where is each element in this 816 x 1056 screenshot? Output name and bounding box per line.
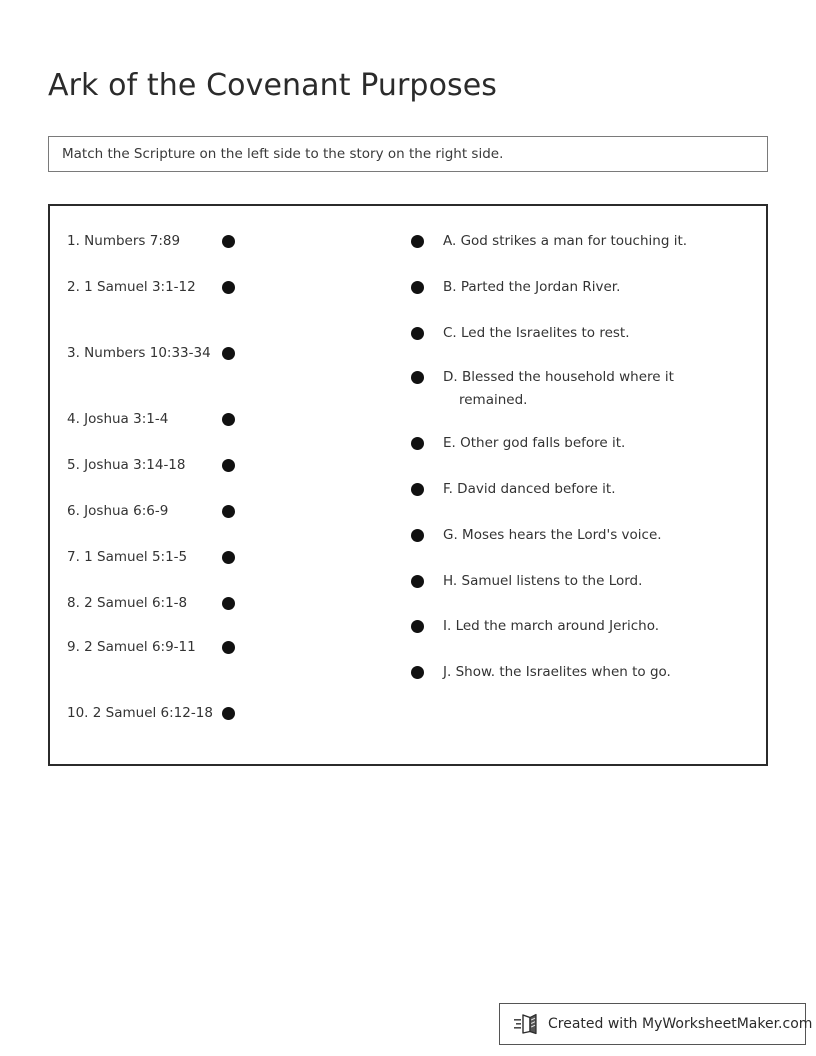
story-item-text: A. God strikes a man for touching it. <box>443 233 688 249</box>
scripture-match-bullet[interactable] <box>222 505 235 518</box>
scripture-item-text: 10. 2 Samuel 6:12-18 <box>67 705 213 721</box>
matching-columns <box>50 206 766 764</box>
story-item-text: F. David danced before it. <box>443 481 616 497</box>
story-match-bullet[interactable] <box>411 575 424 588</box>
scripture-match-bullet[interactable] <box>222 347 235 360</box>
story-item-text: J. Show. the Israelites when to go. <box>443 664 671 680</box>
scripture-match-bullet[interactable] <box>222 597 235 610</box>
scripture-item-text: 5. Joshua 3:14-18 <box>67 457 186 473</box>
scripture-item-text: 7. 1 Samuel 5:1-5 <box>67 549 188 565</box>
scripture-match-bullet[interactable] <box>222 413 235 426</box>
scripture-match-bullet[interactable] <box>222 641 235 654</box>
story-item-text: B. Parted the Jordan River. <box>443 279 621 295</box>
footer-attribution-badge[interactable] <box>499 1003 813 1045</box>
story-match-bullet[interactable] <box>411 235 424 248</box>
worksheet-maker-logo-icon <box>514 1013 540 1035</box>
scripture-item-text: 1. Numbers 7:89 <box>67 233 181 249</box>
story-match-bullet[interactable] <box>411 666 424 679</box>
story-item-text: C. Led the Israelites to rest. <box>443 325 630 341</box>
story-match-bullet[interactable] <box>411 483 424 496</box>
scripture-item-text: 3. Numbers 10:33-34 <box>67 345 211 361</box>
scripture-match-bullet[interactable] <box>222 281 235 294</box>
scripture-item-text: 8. 2 Samuel 6:1-8 <box>67 595 188 611</box>
scripture-item-text: 2. 1 Samuel 3:1-12 <box>67 279 196 295</box>
scripture-item-text: 4. Joshua 3:1-4 <box>67 411 169 427</box>
story-match-bullet[interactable] <box>411 327 424 340</box>
scripture-match-bullet[interactable] <box>222 459 235 472</box>
story-match-bullet[interactable] <box>411 529 424 542</box>
scripture-match-bullet[interactable] <box>222 551 235 564</box>
instructions-box <box>48 136 768 172</box>
scripture-item-text: 9. 2 Samuel 6:9-11 <box>67 639 196 655</box>
story-match-bullet[interactable] <box>411 620 424 633</box>
story-match-bullet[interactable] <box>411 281 424 294</box>
instructions-text: Match the Scripture on the left side to the story on the right side. <box>62 146 504 162</box>
page-title: Ark of the Covenant Purposes <box>48 68 498 104</box>
story-item-text: D. Blessed the household where it remained. <box>443 369 674 408</box>
story-item-text: G. Moses hears the Lord's voice. <box>443 527 662 543</box>
matching-exercise-box <box>48 204 768 766</box>
story-item-text: E. Other god falls before it. <box>443 435 626 451</box>
footer-attribution-text: Created with MyWorksheetMaker.com <box>548 1016 813 1032</box>
story-match-bullet[interactable] <box>411 371 424 384</box>
scripture-match-bullet[interactable] <box>222 235 235 248</box>
story-match-bullet[interactable] <box>411 437 424 450</box>
scripture-item-text: 6. Joshua 6:6-9 <box>67 503 169 519</box>
story-item-text: I. Led the march around Jericho. <box>443 618 660 634</box>
story-item-text: H. Samuel listens to the Lord. <box>443 573 643 589</box>
